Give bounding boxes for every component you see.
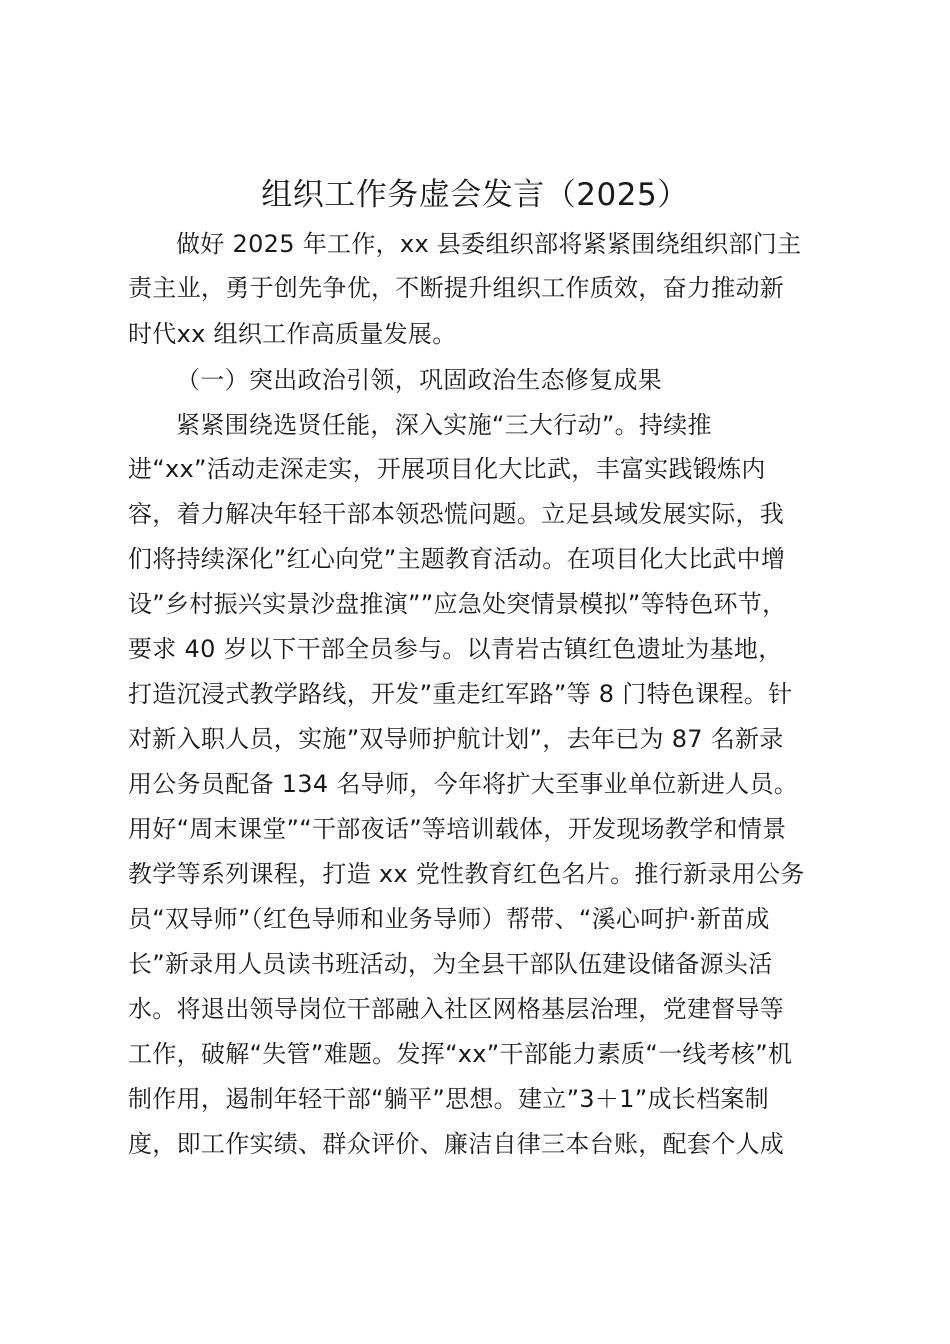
body-line: 设”乡村振兴实景沙盘推演””应急处突情景模拟”等特色环节，	[128, 590, 787, 618]
body-line: 员“双导师”（红色导师和业务导师）帮带、“溪心呵护·新苗成	[128, 905, 770, 933]
body-line: 长”新录用人员读书班活动，为全县干部队伍建设储备源头活	[128, 950, 773, 978]
body-line: 制作用，遏制年轻干部“躺平”思想。建立”3＋1”成长档案制	[128, 1085, 769, 1113]
body-line: 度，即工作实绩、群众评价、廉洁自律三本台账，配套个人成	[128, 1130, 785, 1158]
body-line: 水。将退出领导岗位干部融入社区网格基层治理，党建督导等	[128, 995, 785, 1023]
document-title: 组织工作务虚会发言（2025）	[261, 177, 689, 213]
body-line: 对新入职人员，实施”双导师护航计划”，去年已为 87 名新录	[128, 725, 784, 753]
body-line: 们将持续深化”红心向党”主题教育活动。在项目化大比武中增	[128, 545, 786, 573]
section-heading: （一）突出政治引领，巩固政治生态修复成果	[176, 366, 662, 394]
body-line: 教学等系列课程，打造 xx 党性教育红色名片。推行新录用公务	[128, 860, 805, 888]
body-line: 进“xx”活动走深走实，开展项目化大比武，丰富实践锻炼内	[128, 455, 766, 483]
body-line: 容，着力解决年轻干部本领恐慌问题。立足县域发展实际，我	[128, 500, 785, 528]
body-line: 工作，破解“失管”难题。发挥“xx”干部能力素质“一线考核”机	[128, 1040, 793, 1068]
body-line: 紧紧围绕选贤任能，深入实施“三大行动”。持续推	[176, 411, 712, 439]
body-line: 用好“周末课堂”“干部夜话”等培训载体，开发现场教学和情景	[128, 815, 787, 843]
body-line: 责主业，勇于创先争优，不断提升组织工作质效，奋力推动新	[128, 274, 785, 302]
body-line: 时代xx 组织工作高质量发展。	[128, 320, 457, 348]
body-line: 用公务员配备 134 名导师，今年将扩大至事业单位新进人员。	[128, 770, 799, 798]
body-line: 要求 40 岁以下干部全员参与。以青岩古镇红色遗址为基地，	[128, 635, 783, 663]
body-line: 打造沉浸式教学路线，开发”重走红军路”等 8 门特色课程。针	[128, 680, 793, 708]
body-line: 做好 2025 年工作，xx 县委组织部将紧紧围绕组织部门主	[176, 230, 802, 258]
